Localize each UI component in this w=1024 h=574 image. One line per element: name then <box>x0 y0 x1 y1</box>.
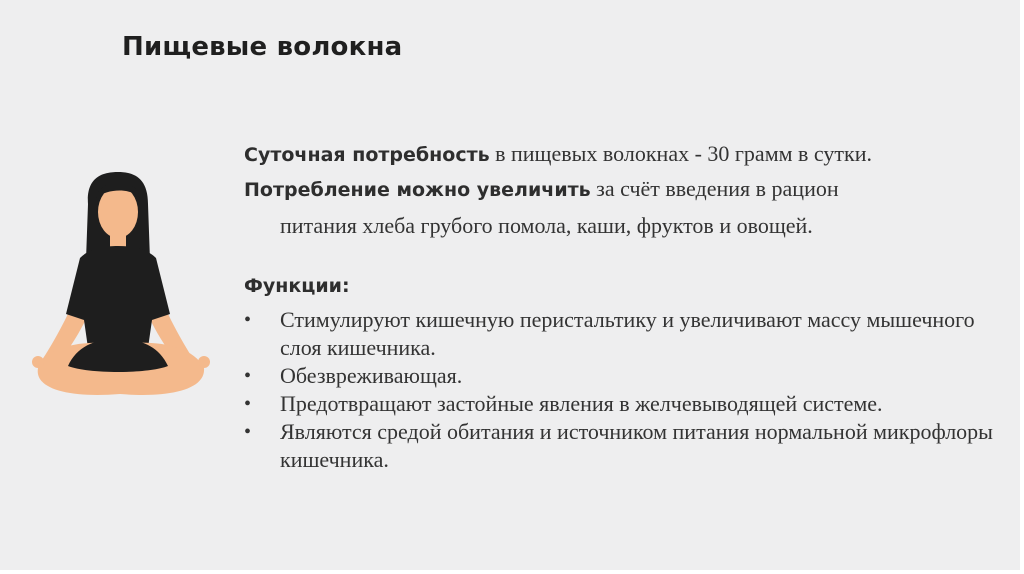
bullet-icon: • <box>244 365 252 387</box>
daily-need-text: в пищевых волокнах - 30 грамм в сутки. <box>489 141 872 166</box>
list-item-text: Являются средой обитания и источником питания нормальной микрофлоры кишечника. <box>280 419 993 472</box>
bullet-icon: • <box>244 421 252 443</box>
bullet-icon: • <box>244 393 252 415</box>
consumption-paragraph <box>244 173 1004 206</box>
consumption-label: Потребление можно увеличить <box>244 179 591 201</box>
list-item <box>244 418 1004 474</box>
bullet-icon: • <box>244 309 252 331</box>
list-item-text: Предотвращают застойные явления в желчевыводящей системе. <box>280 391 883 416</box>
consumption-continuation: питания хлеба грубого помола, каши, фруктов и овощей. <box>280 213 813 238</box>
list-item <box>244 306 1004 362</box>
functions-heading: Функции: <box>244 275 350 297</box>
consumption-text: за счёт введения в рацион <box>590 176 839 201</box>
content-block <box>244 138 1004 474</box>
list-item <box>244 390 1004 418</box>
meditating-woman-icon <box>28 168 214 404</box>
daily-need-label: Суточная потребность <box>244 144 490 166</box>
list-item-text: Стимулируют кишечную перистальтику и увеличивают массу мышечного слоя кишечника. <box>280 307 975 360</box>
daily-need-paragraph <box>244 138 1004 171</box>
page-title: Пищевые волокна <box>122 32 403 62</box>
functions-list <box>244 306 1004 474</box>
list-item <box>244 362 1004 390</box>
list-item-text: Обезвреживающая. <box>280 363 463 388</box>
